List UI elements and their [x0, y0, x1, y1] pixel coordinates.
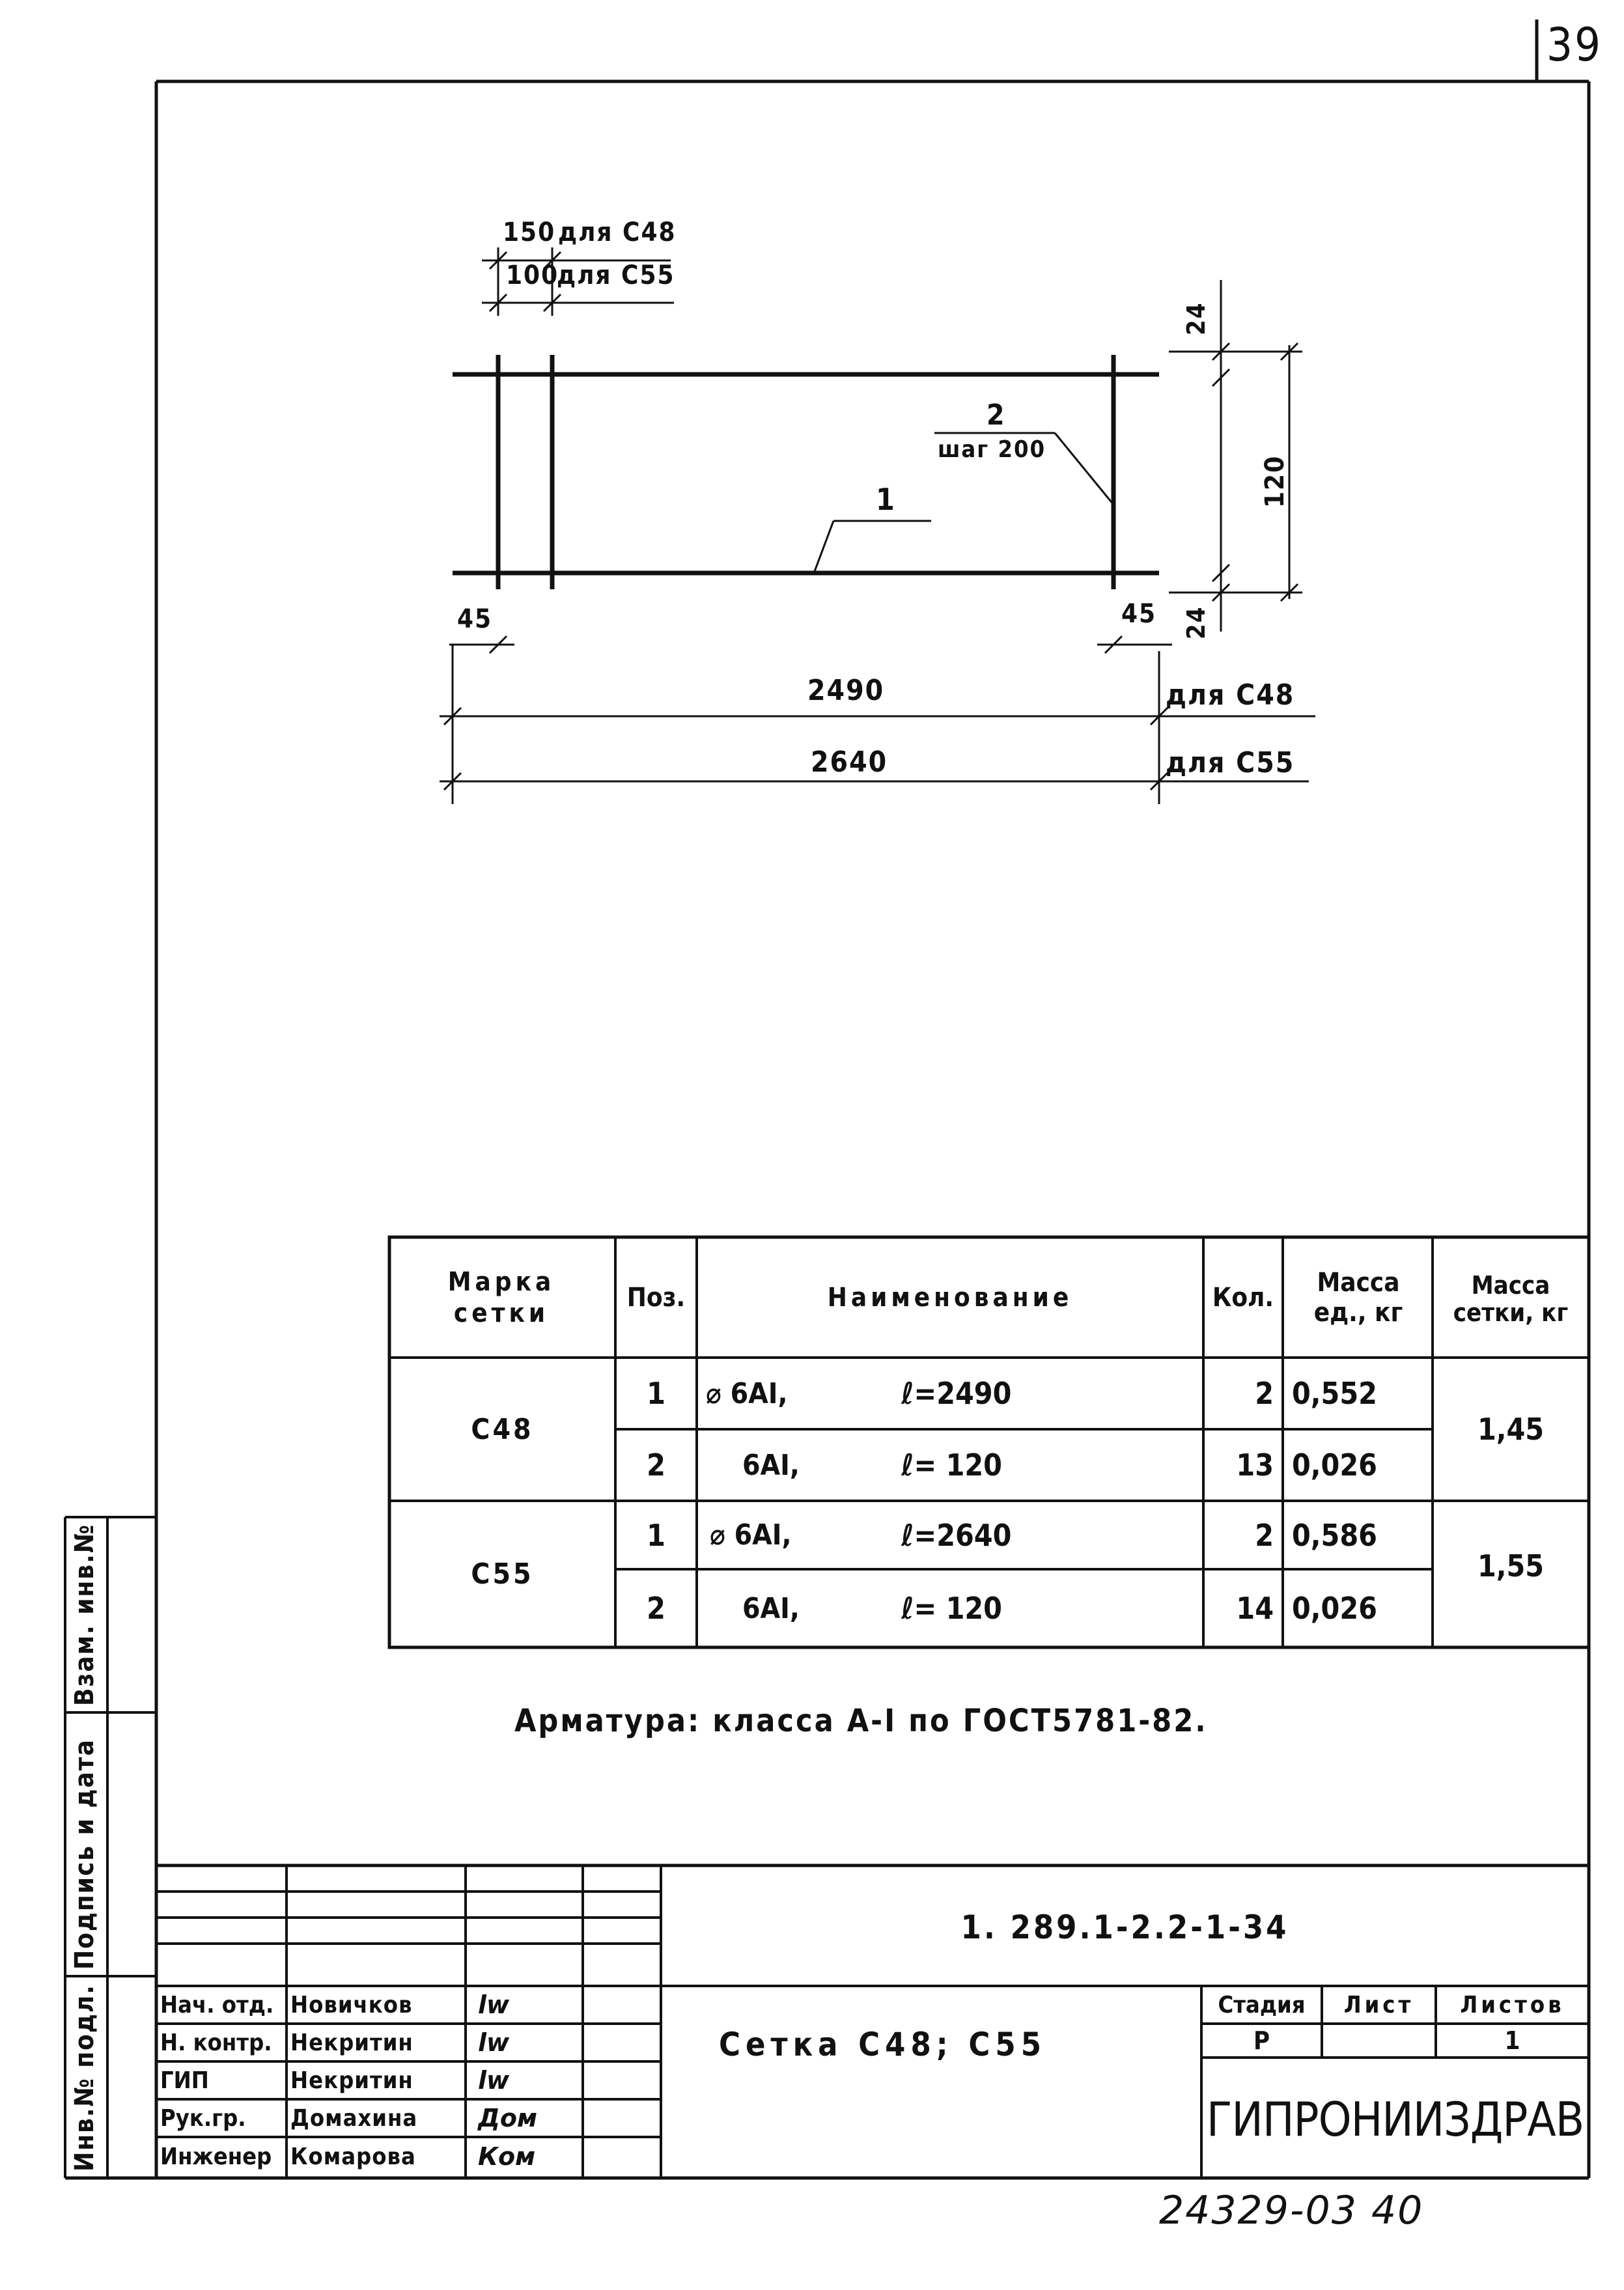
dim-2640-label: для С55 — [1166, 746, 1295, 779]
header-pos: Поз. — [626, 1282, 686, 1313]
mark-c55: С55 — [471, 1557, 534, 1591]
pos-2-step: шаг 200 — [938, 436, 1046, 463]
dim-100: 100 — [506, 260, 559, 290]
sheets-value: 1 — [1504, 2026, 1520, 2055]
dim-100-label: для С55 — [557, 260, 675, 290]
dim-45-left: 45 — [457, 604, 493, 634]
signature-role: Инженер — [160, 2143, 272, 2170]
side-stamp-podpis-data: Подпись и дата — [70, 1738, 100, 1970]
signature-name: Некритин — [290, 2029, 413, 2056]
signature-role: Нач. отд. — [160, 1991, 274, 2018]
header-unit-mass: Масса ед., кг — [1313, 1267, 1403, 1328]
sheets-label: Листов — [1460, 1991, 1565, 2018]
signature-mark: lw — [478, 2028, 510, 2057]
row-qty: 14 — [1236, 1591, 1274, 1626]
dim-24-top: 24 — [1182, 301, 1211, 335]
signature-role: ГИП — [160, 2067, 209, 2094]
sheet-value — [1322, 2024, 1436, 2058]
row-unit-mass: 0,026 — [1292, 1591, 1377, 1626]
reinforcement-note: Арматура: класса А-I по ГОСТ5781-82. — [514, 1703, 1208, 1739]
mesh-mass-c48: 1,45 — [1477, 1412, 1545, 1447]
row-name: ⌀ 6АI, — [706, 1376, 788, 1410]
signature-name: Некритин — [290, 2067, 413, 2094]
pos-2-label: 2 — [987, 398, 1006, 432]
signature-mark: Дом — [478, 2104, 538, 2132]
row-name: 6АI, — [742, 1591, 800, 1625]
signature-role: Н. контр. — [160, 2029, 272, 2056]
mesh-mass-c55: 1,55 — [1477, 1548, 1545, 1584]
row-unit-mass: 0,552 — [1292, 1376, 1377, 1411]
signature-name: Домахина — [290, 2104, 418, 2132]
header-qty: Кол. — [1212, 1282, 1274, 1313]
stage-label: Стадия — [1218, 1991, 1306, 2018]
row-length: ℓ=2640 — [901, 1517, 1012, 1553]
row-qty: 2 — [1255, 1376, 1274, 1411]
row-qty: 13 — [1236, 1447, 1274, 1483]
dim-2490-label: для С48 — [1166, 678, 1295, 712]
header-name: Наименование — [827, 1282, 1073, 1313]
dim-45-right: 45 — [1121, 599, 1157, 629]
row-name: ⌀ 6АI, — [710, 1518, 792, 1552]
dim-2640: 2640 — [811, 746, 888, 779]
page-number: 39 — [1547, 18, 1603, 72]
signature-name: Комарова — [290, 2143, 416, 2170]
signature-role: Рук.гр. — [160, 2104, 246, 2132]
row-pos: 2 — [647, 1447, 665, 1483]
dim-2490: 2490 — [807, 674, 885, 707]
row-pos: 1 — [647, 1376, 665, 1411]
dim-120: 120 — [1260, 454, 1290, 508]
header-mark: Марка сетки — [447, 1266, 555, 1328]
row-length: ℓ=2490 — [901, 1376, 1012, 1411]
organization: ГИПРОНИИЗДРАВ — [1206, 2092, 1584, 2147]
dim-150-label: для С48 — [558, 217, 677, 247]
bottom-code: 24329-03 40 — [1159, 2188, 1424, 2233]
side-stamp-inv-podl: Инв.№ подл. — [70, 1984, 100, 2171]
signature-name: Новичков — [290, 1991, 413, 2018]
dim-24-bottom: 24 — [1182, 606, 1211, 639]
sheet-label: Лист — [1343, 1991, 1414, 2018]
row-unit-mass: 0,026 — [1292, 1447, 1377, 1483]
dim-150: 150 — [503, 217, 556, 247]
designation: 1. 289.1-2.2-1-34 — [960, 1908, 1289, 1946]
row-pos: 1 — [647, 1517, 665, 1553]
side-stamp-vzam-inv: Взам. инв.№ — [70, 1523, 100, 1706]
mark-c48: С48 — [471, 1412, 534, 1446]
row-unit-mass: 0,586 — [1292, 1517, 1377, 1553]
header-mesh-mass: Масса сетки, кг — [1453, 1270, 1569, 1327]
row-pos: 2 — [647, 1591, 665, 1626]
row-qty: 2 — [1255, 1517, 1274, 1553]
row-length: ℓ= 120 — [901, 1591, 1002, 1626]
signature-mark: lw — [478, 1990, 510, 2019]
row-length: ℓ= 120 — [901, 1447, 1002, 1483]
signature-mark: Ком — [478, 2142, 536, 2171]
signature-mark: lw — [478, 2066, 510, 2095]
row-name: 6АI, — [742, 1448, 800, 1482]
pos-1-label: 1 — [876, 482, 896, 517]
drawing-title: Сетка С48; С55 — [719, 2026, 1046, 2063]
stage-value: Р — [1253, 2026, 1270, 2055]
